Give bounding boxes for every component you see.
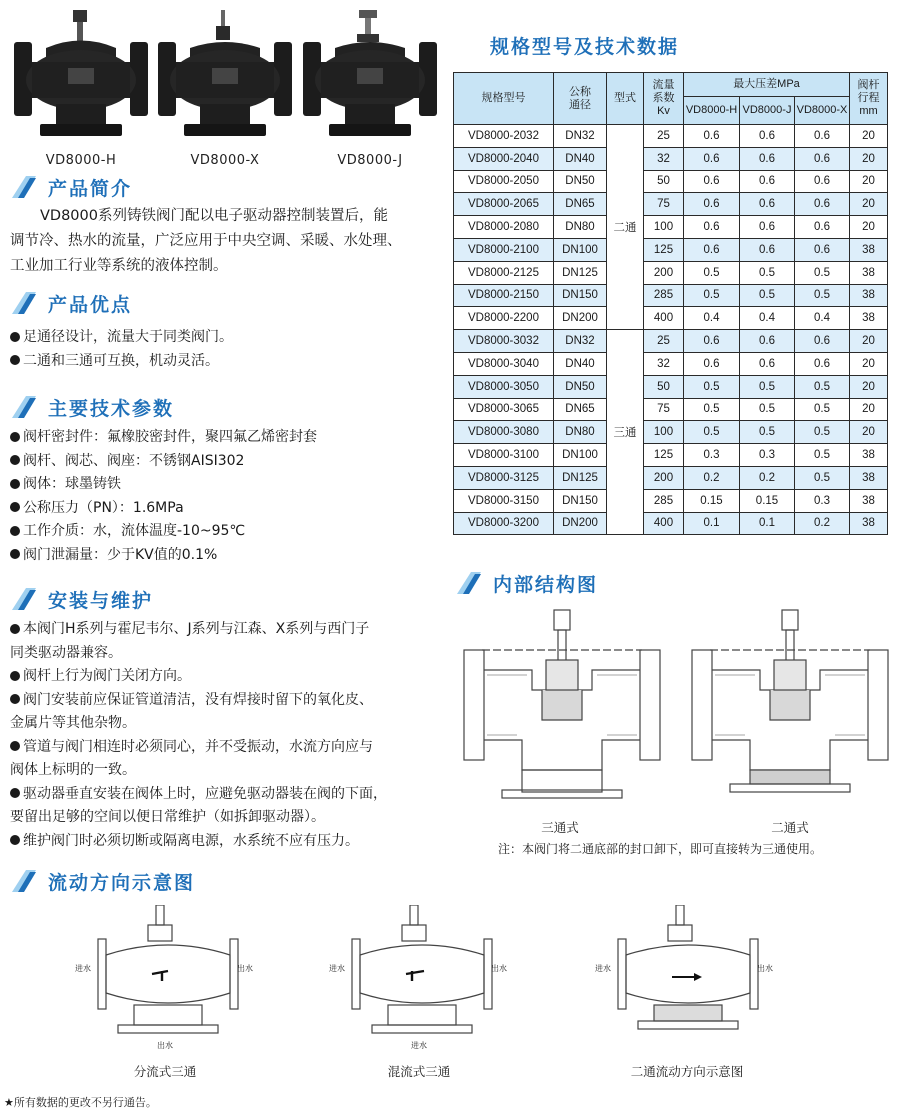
header-max-dp: 最大压差MPa <box>684 73 850 97</box>
table-cell: 25 <box>644 125 684 148</box>
intro-line: 工业加工行业等系统的液体控制。 <box>10 258 228 274</box>
table-cell: 0.1 <box>740 512 795 535</box>
list-item: 工作介质：水，流体温度-10~95℃ <box>10 520 440 544</box>
internal-two-way-drawing <box>690 600 890 810</box>
list-item: 阀门安装前应保证管道清洁，没有焊接时留下的氧化皮、 <box>10 689 450 713</box>
table-cell: 0.5 <box>740 261 795 284</box>
flow-port-label: 进水 <box>329 964 345 973</box>
list-item: 维护阀门时必须切断或隔离电源，水系统不应有压力。 <box>10 830 450 854</box>
table-cell: 200 <box>644 466 684 489</box>
product-caption: VD8000-X <box>190 153 260 168</box>
section-heading-internal: 内部结构图 <box>455 568 598 598</box>
table-cell: VD8000-2032 <box>454 125 554 148</box>
header-x: VD8000-X <box>795 97 850 125</box>
flow-diagram-label: 混流式三通 <box>387 1064 451 1079</box>
table-row <box>454 375 888 398</box>
table-row <box>454 421 888 444</box>
table-row <box>454 238 888 261</box>
spec-title: 规格型号及技术数据 <box>490 36 680 58</box>
table-cell: 0.1 <box>684 512 740 535</box>
table-cell: 0.5 <box>795 466 850 489</box>
intro-text <box>10 204 440 279</box>
table-cell: 0.5 <box>795 421 850 444</box>
footer-note: ★所有数据的更改不另行通告。 <box>4 1096 157 1109</box>
table-cell: 0.5 <box>740 421 795 444</box>
table-cell: 0.3 <box>684 444 740 467</box>
section-heading-install: 安装与维护 <box>10 584 153 614</box>
table-cell: VD8000-2150 <box>454 284 554 307</box>
table-cell: 32 <box>644 147 684 170</box>
list-item: 驱动器垂直安装在阀体上时，应避免驱动器装在阀的下面， <box>10 783 450 807</box>
table-cell: 0.6 <box>740 216 795 239</box>
internal-note: 注：本阀门将二通底部的封口卸下，即可直接转为三通使用。 <box>498 842 823 856</box>
table-cell: DN40 <box>554 352 607 375</box>
table-cell: 25 <box>644 330 684 353</box>
spec-table <box>453 72 888 535</box>
table-cell: DN100 <box>554 444 607 467</box>
table-cell: 38 <box>850 307 888 330</box>
list-item: 阀门泄漏量：少于KV值的0.1% <box>10 544 440 568</box>
valve-image <box>150 8 300 146</box>
table-cell: DN200 <box>554 307 607 330</box>
flow-port-label: 出水 <box>491 964 507 973</box>
table-cell: DN100 <box>554 238 607 261</box>
params-list <box>10 426 440 567</box>
type-cell: 三通 <box>607 330 644 535</box>
table-cell: 20 <box>850 216 888 239</box>
table-cell: 0.15 <box>684 489 740 512</box>
table-cell: 20 <box>850 193 888 216</box>
table-cell: DN65 <box>554 398 607 421</box>
table-cell: 0.5 <box>684 375 740 398</box>
table-cell: 38 <box>850 444 888 467</box>
table-cell: 0.6 <box>740 147 795 170</box>
table-cell: VD8000-3150 <box>454 489 554 512</box>
intro-line: VD8000系列铸铁阀门配以电子驱动器控制装置后，能 <box>40 208 388 224</box>
table-cell: 0.6 <box>795 352 850 375</box>
table-row <box>454 398 888 421</box>
section-icon <box>455 570 483 596</box>
table-cell: 0.6 <box>740 193 795 216</box>
flow-port-label: 出水 <box>237 964 253 973</box>
table-cell: 38 <box>850 261 888 284</box>
table-cell: 200 <box>644 261 684 284</box>
intro-line: 调节冷、热水的流量，广泛应用于中央空调、采暖、水处理、 <box>10 233 402 249</box>
list-item: 阀体：球墨铸铁 <box>10 473 440 497</box>
table-cell: DN80 <box>554 421 607 444</box>
section-heading-advantages: 产品优点 <box>10 288 132 318</box>
table-cell: 0.6 <box>795 216 850 239</box>
table-row <box>454 466 888 489</box>
internal-three-way-drawing <box>462 600 662 810</box>
table-cell: 125 <box>644 444 684 467</box>
table-cell: 38 <box>850 466 888 489</box>
table-cell: 0.5 <box>795 284 850 307</box>
table-cell: 0.6 <box>684 193 740 216</box>
table-cell: 0.5 <box>740 398 795 421</box>
section-heading-intro: 产品简介 <box>10 172 132 202</box>
two-way-label: 二通式 <box>771 820 809 835</box>
table-cell: 285 <box>644 489 684 512</box>
table-cell: 0.2 <box>795 512 850 535</box>
advantages-list <box>10 326 440 373</box>
table-cell: 0.3 <box>795 489 850 512</box>
table-cell: 0.5 <box>795 444 850 467</box>
section-icon <box>10 174 38 200</box>
table-cell: 0.5 <box>684 284 740 307</box>
list-item: 金属片等其他杂物。 <box>10 715 136 731</box>
table-cell: 20 <box>850 352 888 375</box>
table-cell: VD8000-2065 <box>454 193 554 216</box>
table-cell: 20 <box>850 170 888 193</box>
table-cell: 38 <box>850 489 888 512</box>
list-item: 管道与阀门相连时必须同心，并不受振动，水流方向应与 <box>10 736 450 760</box>
table-cell: 0.5 <box>684 398 740 421</box>
table-cell: 0.2 <box>740 466 795 489</box>
table-cell: 32 <box>644 352 684 375</box>
table-cell: 0.5 <box>795 398 850 421</box>
table-cell: 0.6 <box>684 330 740 353</box>
product-caption: VD8000-J <box>337 153 403 168</box>
table-cell: 38 <box>850 238 888 261</box>
table-cell: DN32 <box>554 125 607 148</box>
header-type: 型式 <box>607 73 644 125</box>
table-row <box>454 444 888 467</box>
table-cell: DN125 <box>554 261 607 284</box>
valve-image <box>6 8 156 146</box>
table-cell: VD8000-3200 <box>454 512 554 535</box>
table-cell: 50 <box>644 170 684 193</box>
three-way-label: 三通式 <box>541 820 579 835</box>
section-icon <box>10 586 38 612</box>
table-cell: 0.4 <box>684 307 740 330</box>
flow-port-label: 进水 <box>595 964 611 973</box>
list-item: 足通径设计，流量大于同类阀门。 <box>10 326 440 350</box>
table-cell: 100 <box>644 421 684 444</box>
header-stroke: 阀杆 行程 mm <box>850 73 888 125</box>
table-row <box>454 125 888 148</box>
flow-diagram-label: 分流式三通 <box>133 1064 197 1079</box>
section-icon <box>10 868 38 894</box>
table-cell: VD8000-2050 <box>454 170 554 193</box>
table-cell: DN200 <box>554 512 607 535</box>
table-row <box>454 170 888 193</box>
table-cell: VD8000-2040 <box>454 147 554 170</box>
flow-port-label: 进水 <box>411 1041 427 1050</box>
table-cell: DN80 <box>554 216 607 239</box>
table-cell: VD8000-2100 <box>454 238 554 261</box>
table-cell: 0.5 <box>795 375 850 398</box>
table-cell: DN40 <box>554 147 607 170</box>
table-cell: 100 <box>644 216 684 239</box>
section-icon <box>10 394 38 420</box>
table-cell: VD8000-3080 <box>454 421 554 444</box>
product-caption: VD8000-H <box>45 153 117 168</box>
table-row <box>454 284 888 307</box>
table-cell: 0.6 <box>684 125 740 148</box>
product-photo-x <box>150 8 300 168</box>
table-cell: 0.2 <box>684 466 740 489</box>
table-cell: 0.6 <box>740 238 795 261</box>
table-cell: 0.5 <box>684 421 740 444</box>
table-cell: 0.5 <box>684 261 740 284</box>
table-cell: 20 <box>850 147 888 170</box>
header-j: VD8000-J <box>740 97 795 125</box>
table-cell: DN125 <box>554 466 607 489</box>
table-cell: 20 <box>850 421 888 444</box>
table-row <box>454 352 888 375</box>
table-cell: DN65 <box>554 193 607 216</box>
table-row <box>454 489 888 512</box>
table-cell: DN32 <box>554 330 607 353</box>
list-item: 同类驱动器兼容。 <box>10 644 122 661</box>
list-item: 本阀门H系列与霍尼韦尔、J系列与江森、X系列与西门子 <box>10 618 450 642</box>
table-cell: VD8000-2200 <box>454 307 554 330</box>
table-cell: 400 <box>644 512 684 535</box>
flow-two-way-drawing <box>598 905 778 1055</box>
table-cell: 0.6 <box>740 352 795 375</box>
section-icon <box>10 290 38 316</box>
type-cell: 二通 <box>607 125 644 330</box>
table-cell: 0.5 <box>740 375 795 398</box>
list-item: 阀杆密封件：氟橡胶密封件，聚四氟乙烯密封套 <box>10 426 440 450</box>
table-cell: 0.6 <box>684 147 740 170</box>
table-cell: 0.6 <box>740 330 795 353</box>
table-cell: 0.6 <box>740 125 795 148</box>
table-cell: 0.6 <box>684 352 740 375</box>
table-cell: 20 <box>850 125 888 148</box>
table-cell: 75 <box>644 193 684 216</box>
table-row <box>454 330 888 353</box>
table-cell: VD8000-2125 <box>454 261 554 284</box>
table-cell: 20 <box>850 398 888 421</box>
flow-port-label: 进水 <box>75 964 91 973</box>
table-row <box>454 147 888 170</box>
list-item: 二通和三通可互换，机动灵活。 <box>10 350 440 374</box>
table-cell: VD8000-2080 <box>454 216 554 239</box>
product-photo-j <box>295 8 445 168</box>
table-cell: VD8000-3125 <box>454 466 554 489</box>
table-cell: VD8000-3065 <box>454 398 554 421</box>
table-cell: DN50 <box>554 170 607 193</box>
list-item: 阀杆、阀芯、阀座：不锈钢AISI302 <box>10 450 440 474</box>
table-cell: 38 <box>850 284 888 307</box>
table-cell: 0.6 <box>795 330 850 353</box>
table-cell: 0.6 <box>795 147 850 170</box>
table-cell: DN150 <box>554 489 607 512</box>
table-cell: VD8000-3040 <box>454 352 554 375</box>
header-h: VD8000-H <box>684 97 740 125</box>
valve-image <box>295 8 445 146</box>
table-cell: 0.15 <box>740 489 795 512</box>
product-photo-h <box>6 8 156 168</box>
table-cell: 0.5 <box>795 261 850 284</box>
flow-mixing-drawing <box>332 905 512 1055</box>
header-dn: 公称 通径 <box>554 73 607 125</box>
flow-port-label: 出水 <box>757 964 773 973</box>
table-cell: DN50 <box>554 375 607 398</box>
table-row <box>454 261 888 284</box>
table-row <box>454 307 888 330</box>
header-model: 规格型号 <box>454 73 554 125</box>
table-cell: 20 <box>850 375 888 398</box>
table-cell: 50 <box>644 375 684 398</box>
table-cell: 0.6 <box>795 125 850 148</box>
header-kv: 流量 系数 Kv <box>644 73 684 125</box>
table-cell: 0.6 <box>740 170 795 193</box>
list-item: 公称压力（PN）：1.6MPa <box>10 497 440 521</box>
install-list <box>10 618 450 853</box>
table-cell: DN150 <box>554 284 607 307</box>
table-cell: 0.6 <box>795 193 850 216</box>
table-cell: 0.3 <box>740 444 795 467</box>
flow-diagram-label: 二通流动方向示意图 <box>630 1064 744 1079</box>
table-cell: 38 <box>850 512 888 535</box>
table-row <box>454 512 888 535</box>
table-cell: 0.6 <box>684 170 740 193</box>
table-cell: VD8000-3050 <box>454 375 554 398</box>
list-item: 阀杆上行为阀门关闭方向。 <box>10 665 450 689</box>
table-row <box>454 216 888 239</box>
table-cell: 285 <box>644 284 684 307</box>
table-row <box>454 193 888 216</box>
table-cell: 400 <box>644 307 684 330</box>
section-heading-flow: 流动方向示意图 <box>10 866 195 896</box>
table-cell: 75 <box>644 398 684 421</box>
section-heading-params: 主要技术参数 <box>10 392 174 422</box>
table-cell: 0.5 <box>740 284 795 307</box>
table-cell: 0.6 <box>795 238 850 261</box>
table-cell: 20 <box>850 330 888 353</box>
table-cell: VD8000-3100 <box>454 444 554 467</box>
table-cell: 0.4 <box>740 307 795 330</box>
table-cell: 0.6 <box>684 238 740 261</box>
flow-diverting-drawing <box>78 905 258 1055</box>
table-cell: 0.6 <box>795 170 850 193</box>
flow-port-label: 出水 <box>157 1041 173 1050</box>
list-item: 要留出足够的空间以便日常维护（如拆卸驱动器）。 <box>10 809 325 825</box>
table-cell: VD8000-3032 <box>454 330 554 353</box>
table-cell: 125 <box>644 238 684 261</box>
table-cell: 0.4 <box>795 307 850 330</box>
list-item: 阀体上标明的一致。 <box>10 762 136 778</box>
table-cell: 0.6 <box>684 216 740 239</box>
